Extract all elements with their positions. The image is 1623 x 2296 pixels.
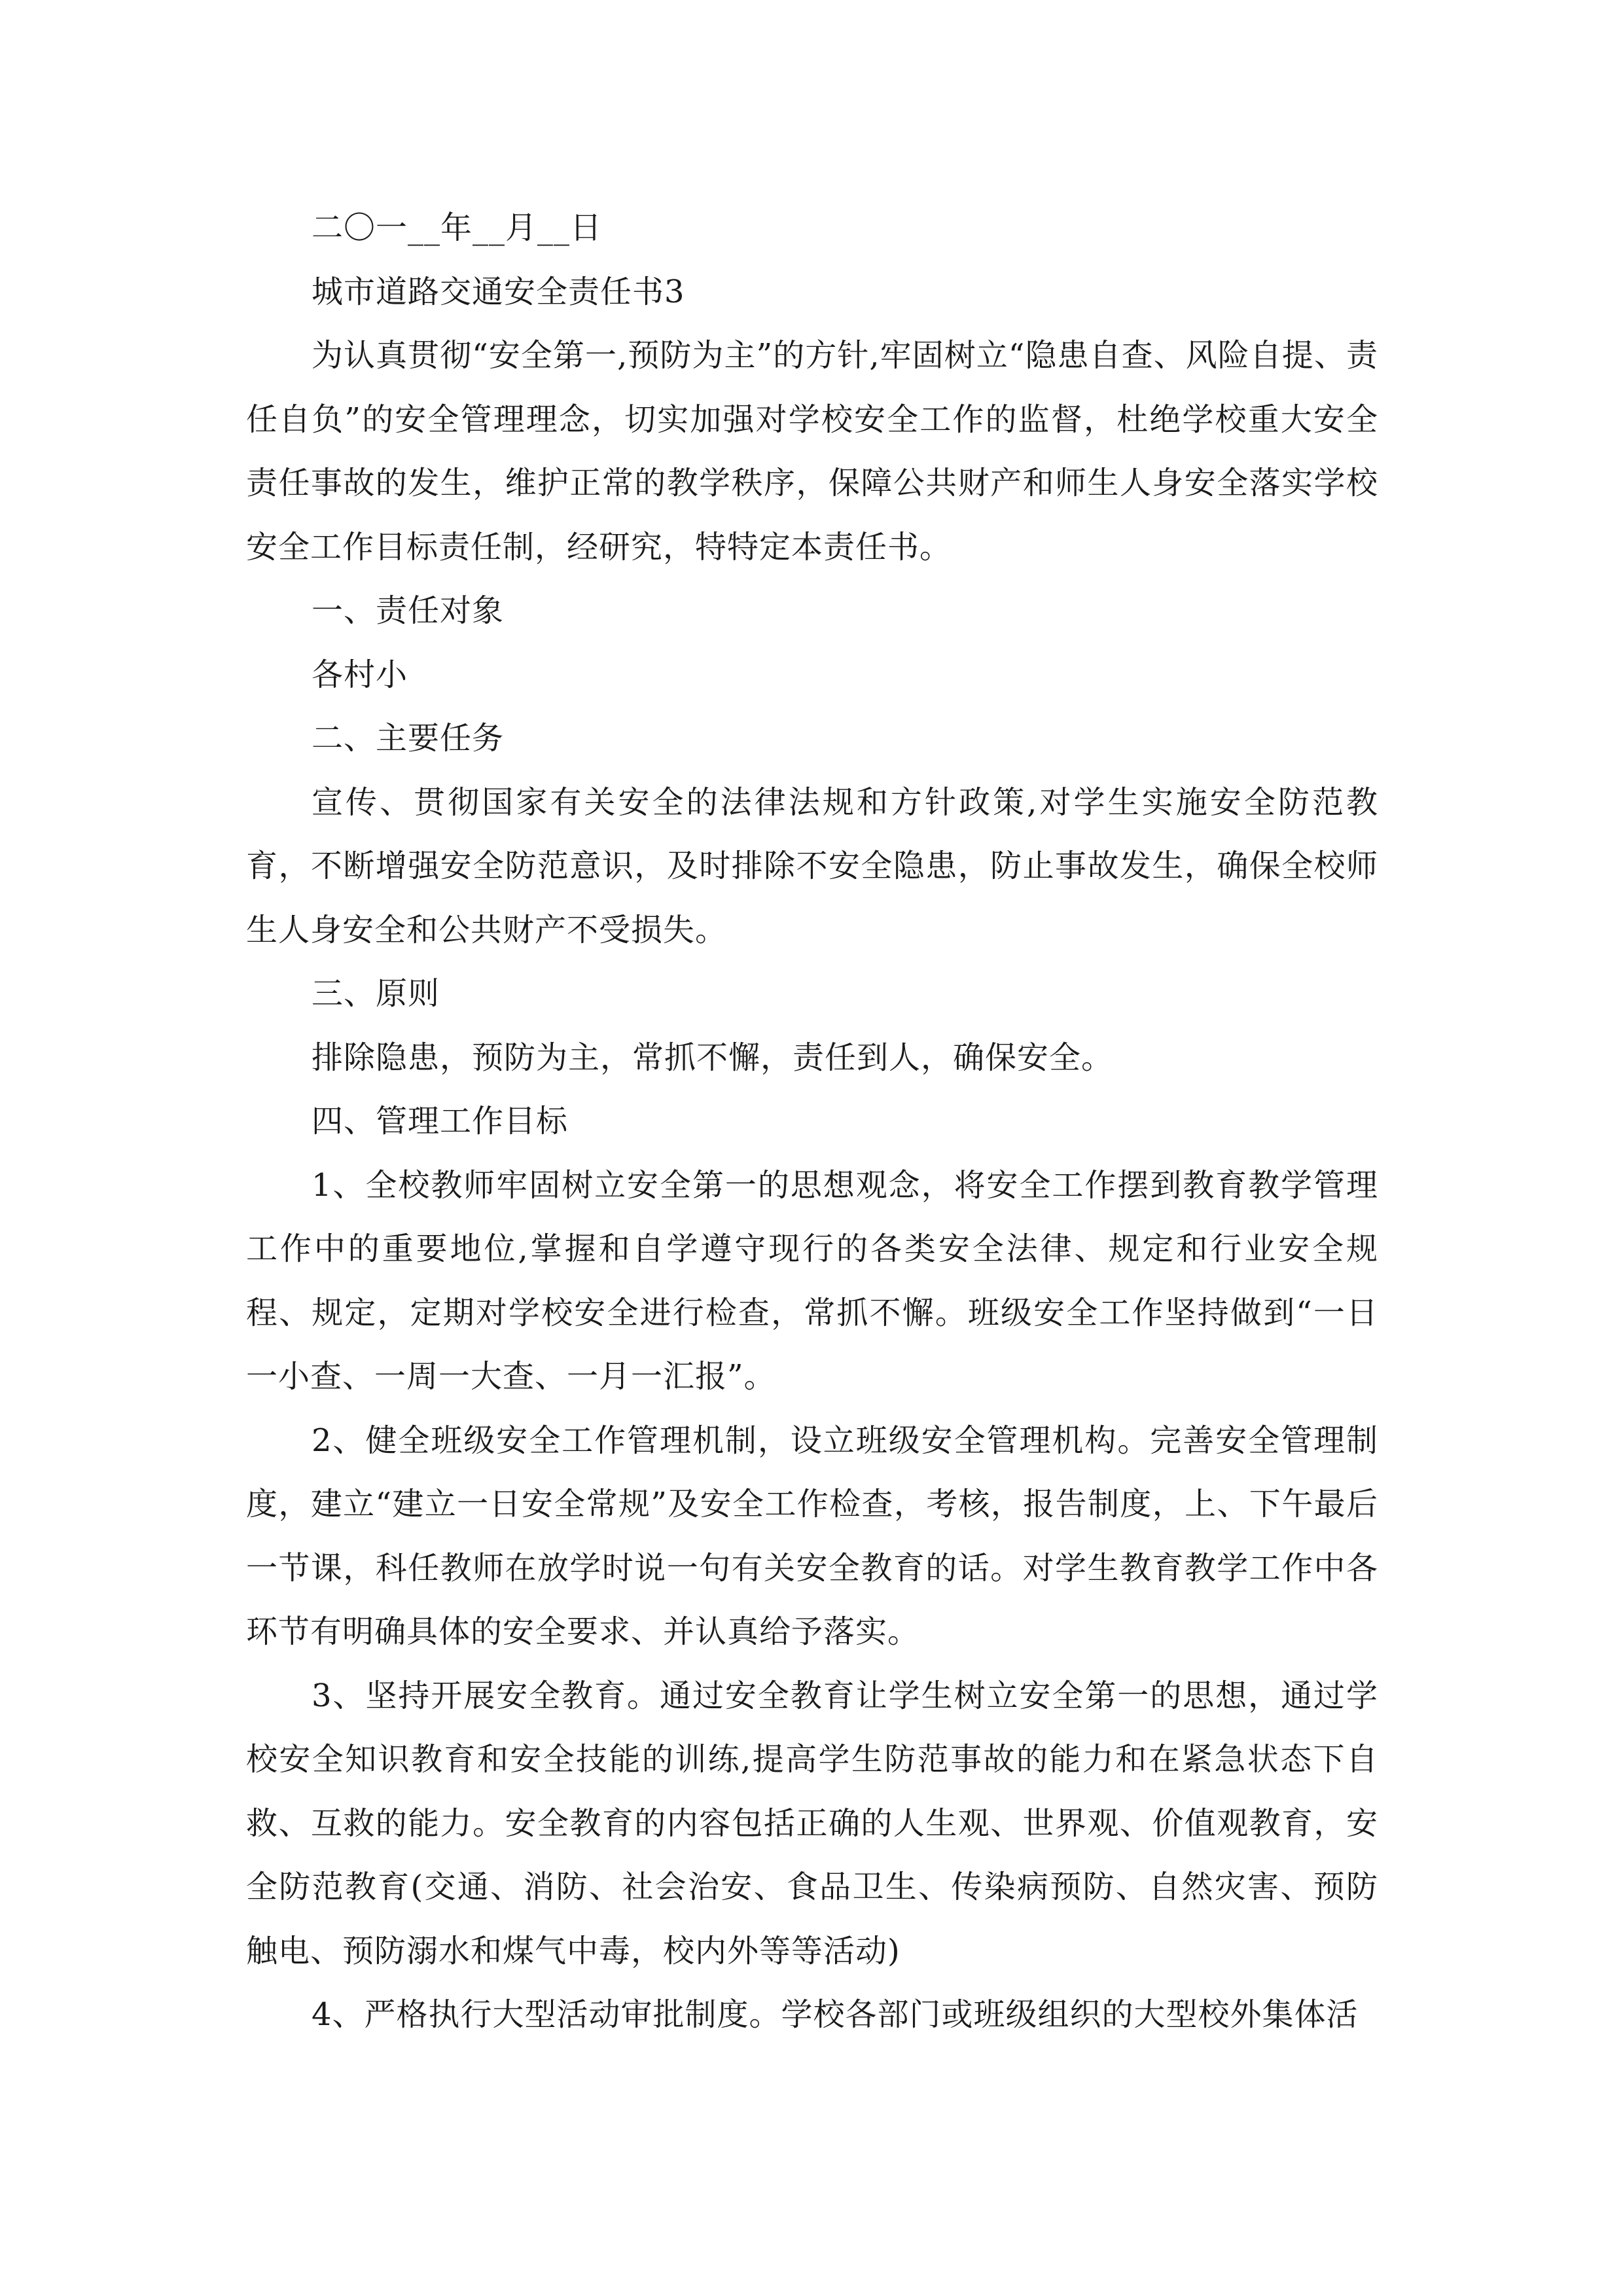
- section-body-main-tasks: 宣传、贯彻国家有关安全的法律法规和方针政策,对学生实施安全防范教育，不断增强安全防范意识，及时排除不安全隐患，防止事故发生，确保全校师生人身安全和公共财产不受损失。: [246, 783, 1378, 948]
- intro-paragraph: 为认真贯彻“安全第一,预防为主”的方针,牢固树立“隐患自查、风险自提、责任自负”的安全管理理念，切实加强对学校安全工作的监督，杜绝学校重大安全责任事故的发生，维护正常的教学秩序，保障公共财产和师生人身安全落实学校安全工作目标责任制，经研究，特特定本责任书。: [246, 337, 1378, 565]
- section-heading-management-goals: 四、管理工作目标: [312, 1103, 569, 1139]
- section-heading-main-tasks: 二、主要任务: [312, 720, 505, 757]
- section-heading-responsibility-target: 一、责任对象: [312, 592, 505, 629]
- section-body-responsibility-target: 各村小: [312, 656, 408, 693]
- goal-item-1: 1、全校教师牢固树立安全第一的思想观念，将安全工作摆到教育教学管理工作中的重要地位,掌握和自学遵守现行的各类安全法律、规定和行业安全规程、规定，定期对学校安全进行检查，常抓不懈。班级安全工作坚持做到“一日一小查、一周一大查、一月一汇报”。: [246, 1166, 1378, 1395]
- goal-item-2: 2、健全班级安全工作管理机制，设立班级安全管理机构。完善安全管理制度，建立“建立一日安全常规”及安全工作检查，考核，报告制度，上、下午最后一节课，科任教师在放学时说一句有关安全教育的话。对学生教育教学工作中各环节有明确具体的安全要求、并认真给予落实。: [246, 1422, 1378, 1650]
- document-title: 城市道路交通安全责任书3: [312, 273, 685, 310]
- section-heading-principles: 三、原则: [312, 975, 440, 1012]
- document-body: [246, 196, 1378, 2047]
- date-line: 二〇一__年__月__日: [312, 209, 603, 246]
- section-body-principles: 排除隐患，预防为主，常抓不懈，责任到人，确保安全。: [312, 1039, 1114, 1076]
- goal-item-3: 3、坚持开展安全教育。通过安全教育让学生树立安全第一的思想，通过学校安全知识教育和安全技能的训练,提高学生防范事故的能力和在紧急状态下自救、互救的能力。安全教育的内容包括正确的人生观、世界观、价值观教育，安全防范教育(交通、消防、社会治安、食品卫生、传染病预防、自然灾害、预防触电、预防溺水和煤气中毒，校内外等等活动): [246, 1677, 1378, 1969]
- goal-item-4: 4、严格执行大型活动审批制度。学校各部门或班级组织的大型校外集体活: [312, 1996, 1359, 2033]
